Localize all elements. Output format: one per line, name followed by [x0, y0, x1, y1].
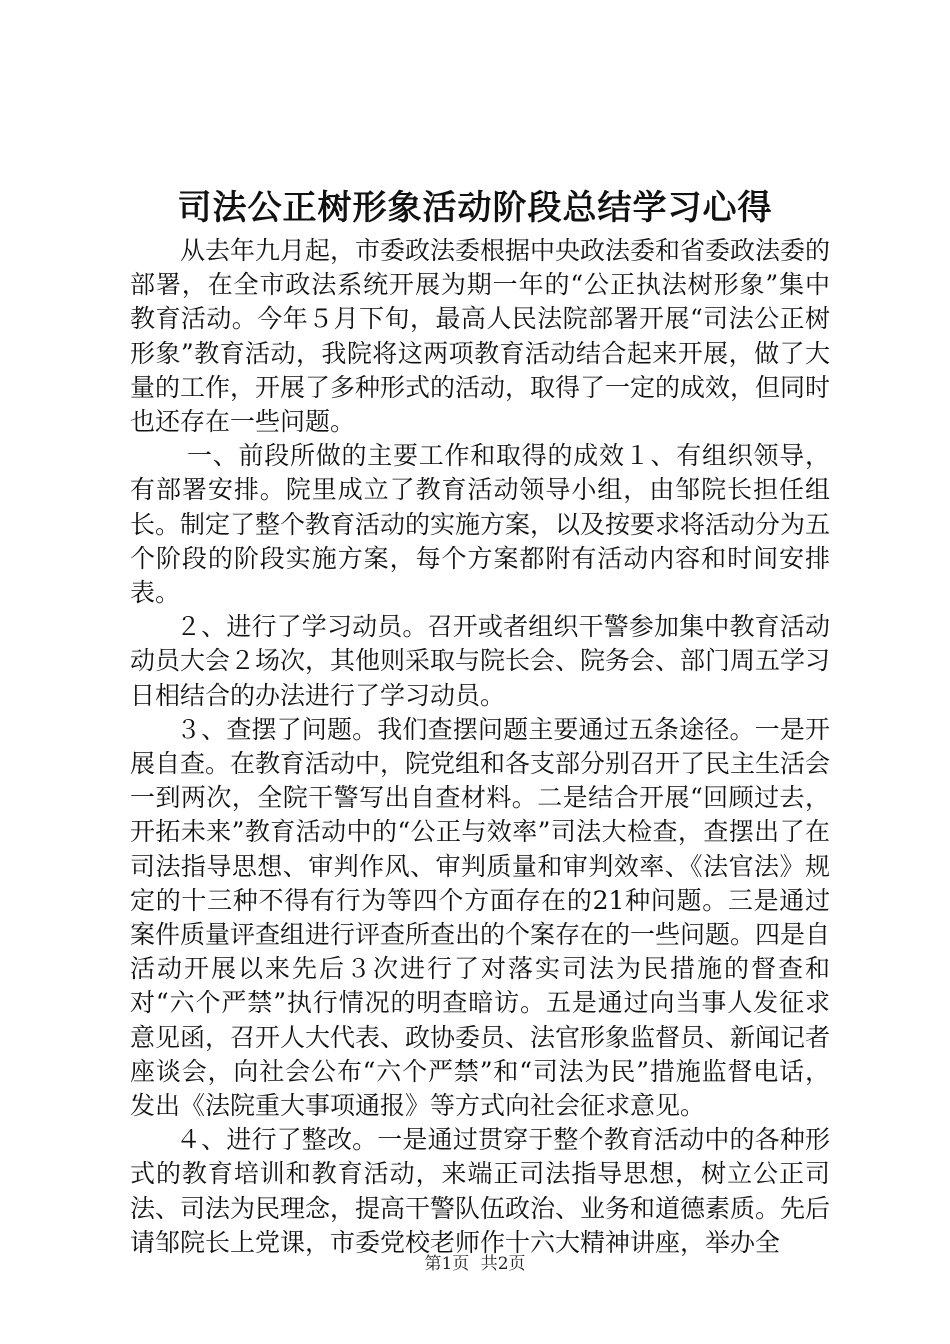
body-paragraph-item-2: ２、进行了学习动员。召开或者组织干警参加集中教育活动动员大会２场次，其他则采取与院长会、院务会、部门周五学习日相结合的办法进行了学习动员。 [130, 612, 831, 710]
body-paragraph-item-3: ３、查摆了问题。我们查摆问题主要通过五条途径。一是开展自查。在教育活动中，院党组和各支部分别召开了民主生活会一到两次，全院干警写出自查材料。二是结合开展“回顾过去，开拓未来”教育活动中的“公正与效率”司法大检查，查摆出了在司法指导思想、审判作风、审判质量和审判效率、《法官法》规定的十三种不得有行为等四个方面存在的21种问题。三是通过案件质量评查组进行评查所查出的个案存在的一些问题。四是自活动开展以来先后３次进行了对落实司法为民措施的督查和对“六个严禁”执行情况的明查暗访。五是通过向当事人发征求意见函，召开人大代表、政协委员、法官形象监督员、新闻记者座谈会，向社会公布“六个严禁”和“司法为民”措施监督电话，发出《法院重大事项通报》等方式向社会征求意见。 [130, 714, 831, 1121]
body-paragraph-item-4: ４、进行了整改。一是通过贯穿于整个教育活动中的各种形式的教育培训和教育活动，来端正司法指导思想，树立公正司法、司法为民理念，提高干警队伍政治、业务和道德素质。先后请邹院长上党课，市委党校老师作十六大精神讲座，举办全 [130, 1125, 831, 1257]
document-body [130, 234, 830, 1260]
document-title: 司法公正树形象活动阶段总结学习心得 [177, 188, 773, 228]
page-footer [0, 1252, 950, 1276]
body-paragraph-section-1: 一、前段所做的主要工作和取得的成效１、有组织领导，有部署安排。院里成立了教育活动领导小组，由邹院长担任组长。制定了整个教育活动的实施方案，以及按要求将活动分为五个阶段的阶段实施方案，每个方案都附有活动内容和时间安排表。 [130, 441, 831, 608]
page-number-current: 第1页 [424, 1254, 470, 1274]
page-number-total: 共2页 [480, 1254, 526, 1274]
body-paragraph-intro: 从去年九月起，市委政法委根据中央政法委和省委政法委的部署，在全市政法系统开展为期一年的“公正执法树形象”集中教育活动。今年５月下旬，最高人民法院部署开展“司法公正树形象”教育活动，我院将这两项教育活动结合起来开展，做了大量的工作，开展了多种形式的活动，取得了一定的成效，但同时也还存在一些问题。 [130, 236, 831, 437]
